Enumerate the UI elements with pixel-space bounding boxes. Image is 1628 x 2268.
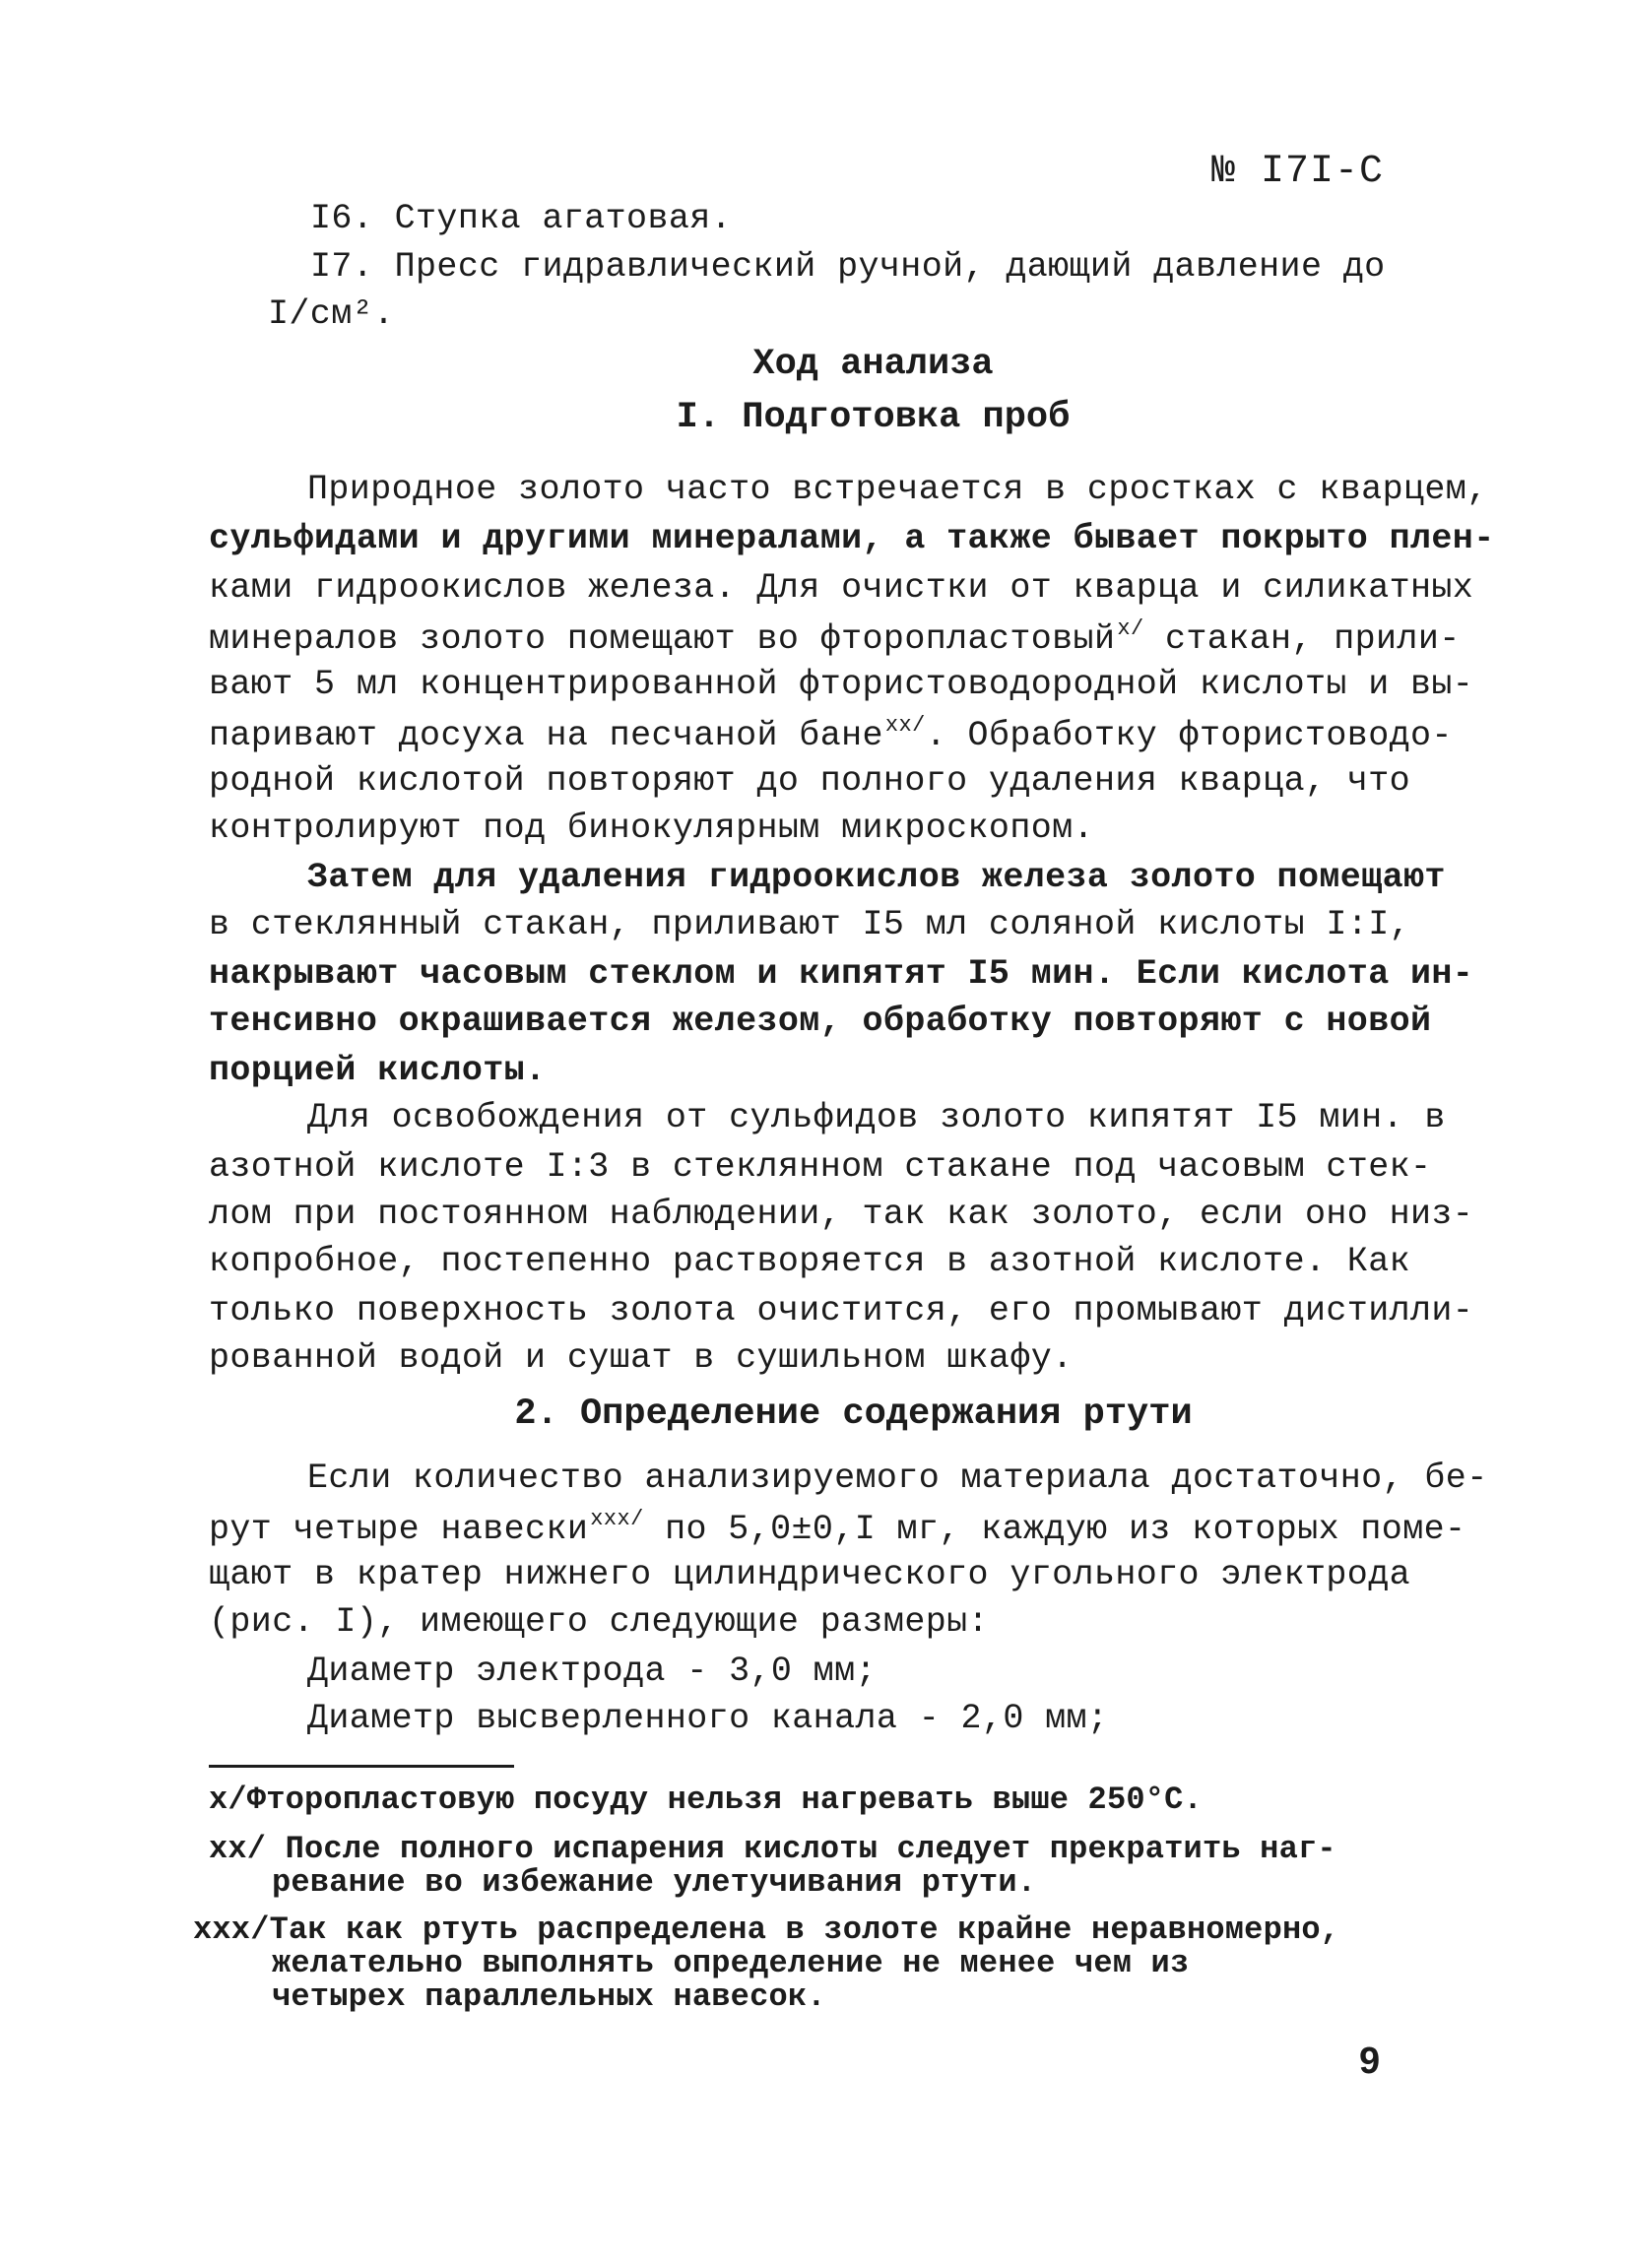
paragraph-line: вают 5 мл концентрированной фтористоводородной кислоты и вы- [209,665,1474,704]
paragraph-line: рут четыре навески$^{xxx/}$ по 5,0±0,I мг, каждую из которых поме- [209,1507,1466,1549]
paragraph-line: Если количество анализируемого материала достаточно, бе- [307,1458,1488,1498]
paragraph-line: тенсивно окрашивается железом, обработку повторяют с новой [209,1002,1432,1041]
paragraph-line: (рис. I), имеющего следующие размеры: [209,1602,989,1642]
footnote-separator [209,1765,514,1768]
list-item-17-continuation: I/см². [268,294,395,334]
section-heading: Ход анализа [752,344,994,385]
paragraph-line: паривают досуха на песчаной бане$^{xx/}$. Обработку фтористоводо- [209,713,1453,755]
paragraph-line: Диаметр электрода - 3,0 мм; [307,1652,877,1691]
paragraph-line: контролируют под бинокулярным микроскопом. [209,809,1094,848]
footnote-xxx: xxx/Так как ртуть распределена в золоте крайне неравномерно, [193,1912,1340,1948]
footnote-xxx-continuation: желательно выполнять определение не менее чем из [272,1945,1190,1981]
paragraph-line: Природное золото часто встречается в сростках с кварцем, [307,470,1488,509]
paragraph-line: ками гидроокислов железа. Для очистки от кварца и силикатных [209,568,1474,608]
paragraph-line: Затем для удаления гидроокислов железа золото помещают [307,858,1446,897]
paragraph-line: азотной кислоте I:3 в стеклянном стакане под часовым стек- [209,1147,1432,1187]
paragraph-line: порцией кислоты. [209,1051,547,1090]
footnote-xxx-continuation: четырех параллельных навесок. [272,1978,826,2015]
list-item-17: I7. Пресс гидравлический ручной, дающий давление до [310,247,1386,287]
footnote-xx: xx/ После полного испарения кислоты следует прекратить наг- [209,1831,1336,1867]
paragraph-line: в стеклянный стакан, приливают I5 мл соляной кислоты I:I, [209,905,1410,944]
subsection-heading-sample-prep: I. Подготовка проб [676,397,1071,438]
paragraph-line: рованной водой и сушат в сушильном шкафу. [209,1338,1074,1378]
paragraph-line: лом при постоянном наблюдении, так как золото, если оно низ- [209,1195,1474,1234]
paragraph-line: щают в кратер нижнего цилиндрического угольного электрода [209,1555,1410,1594]
paragraph-line: сульфидами и другими минералами, а также бывает покрыто плен- [209,519,1495,558]
page-number: 9 [1359,2041,1381,2082]
paragraph-line: Диаметр высверленного канала - 2,0 мм; [307,1699,1109,1738]
footnote-mark-x: x/ [1117,616,1144,641]
paragraph-line: накрывают часовым стеклом и кипятят I5 мин. Если кислота ин- [209,954,1474,994]
paragraph-line: родной кислотой повторяют до полного удаления кварца, что [209,761,1410,801]
list-item-16: I6. Ступка агатовая. [310,199,733,238]
paragraph-line: только поверхность золота очистится, его промывают дистилли- [209,1291,1474,1330]
footnote-mark-xxx: xxx/ [590,1507,644,1531]
document-number: № I7I-C [1211,150,1385,194]
paragraph-line: минералов золото помещают во фторопластовый$^{x/}$ стакан, прили- [209,616,1461,659]
footnote-xx-continuation: ревание во избежание улетучивания ртути. [272,1864,1037,1901]
footnote-mark-xx: xx/ [884,713,926,738]
footnote-x: x/Фторопластовую посуду нельзя нагревать выше 250°C. [209,1782,1203,1818]
subsection-heading-mercury: 2. Определение содержания ртути [514,1393,1193,1435]
paragraph-line: копробное, постепенно растворяется в азотной кислоте. Как [209,1242,1410,1281]
paragraph-line: Для освобождения от сульфидов золото кипятят I5 мин. в [307,1098,1446,1137]
